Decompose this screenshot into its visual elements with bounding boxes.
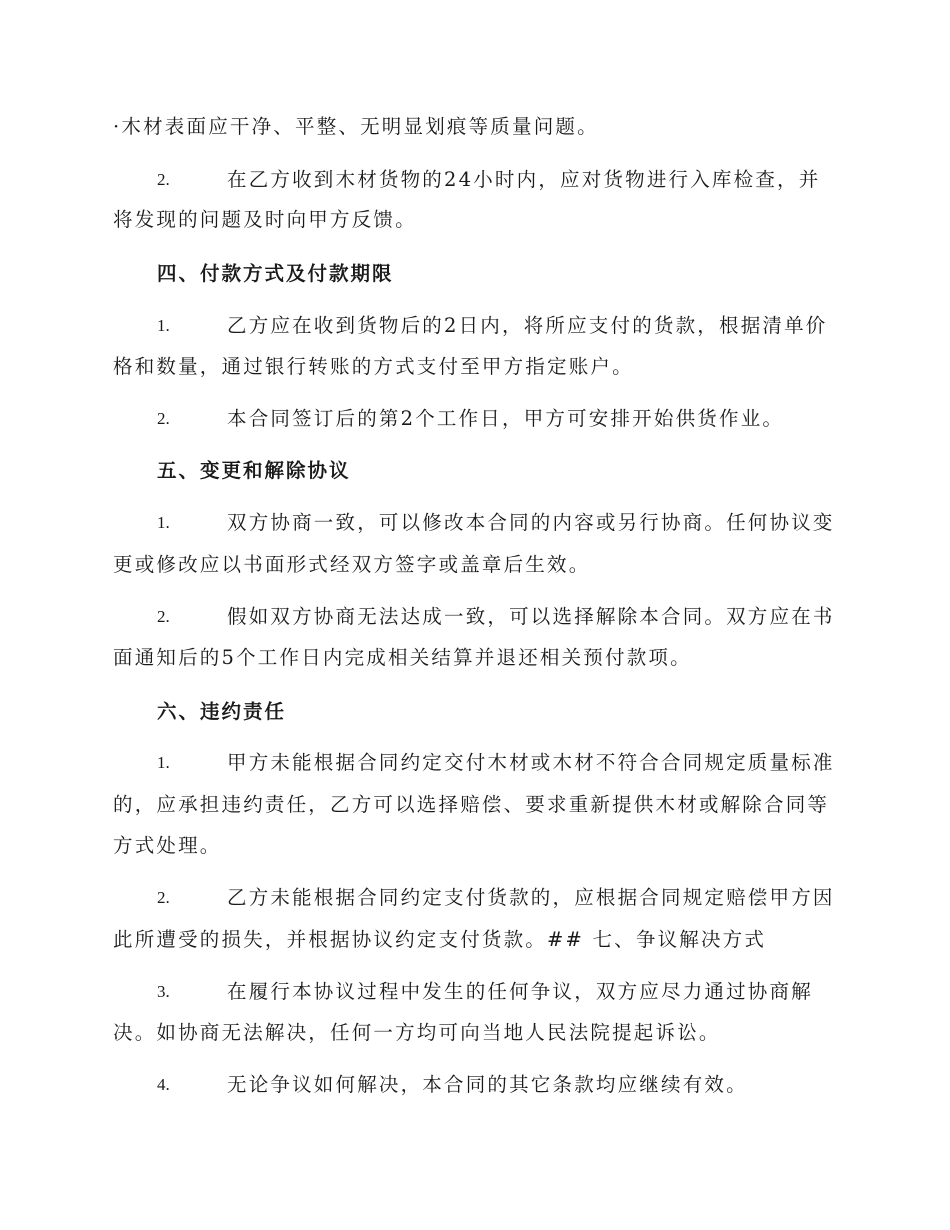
- item-number: 1.: [157, 316, 170, 335]
- item-text-line: 乙方未能根据合同约定支付货款的，应根据合同规定赔偿甲方因: [227, 886, 835, 909]
- item-number: 2.: [157, 409, 170, 428]
- item-text-line: 乙方应在收到货物后的2日内，将所应支付的货款，根据清单价: [227, 314, 828, 337]
- item-text-continuation: 将发现的问题及时向甲方反馈。: [113, 208, 417, 231]
- item-text-line: 甲方未能根据合同约定交付木材或木材不符合合同规定质量标准: [227, 751, 835, 774]
- item-number: 4.: [157, 1075, 170, 1094]
- item-text-continuation: 决。如协商无法解决，任何一方均可向当地人民法院提起诉讼。: [113, 1021, 721, 1044]
- item-number: 2.: [157, 607, 170, 626]
- item-text-line: 在履行本协议过程中发生的任何争议，双方应尽力通过协商解: [227, 980, 813, 1003]
- item-number: 3.: [157, 982, 170, 1001]
- item-text-continuation: 面通知后的5个工作日内完成相关结算并退还相关预付款项。: [113, 646, 692, 669]
- item-text-continuation: 更或修改应以书面形式经双方签字或盖章后生效。: [113, 553, 591, 576]
- section-heading: 四、付款方式及付款期限: [157, 262, 394, 285]
- item-text-line: 无论争议如何解决，本合同的其它条款均应继续有效。: [227, 1073, 748, 1096]
- item-text-line: 假如双方协商无法达成一致，可以选择解除本合同。双方应在书: [227, 605, 835, 628]
- item-text-continuation: 此所遭受的损失，并根据协议约定支付货款。## 七、争议解决方式: [113, 928, 767, 951]
- item-text-continuation: 的，应承担违约责任，乙方可以选择赔偿、要求重新提供木材或解除合同等: [113, 793, 830, 816]
- item-text-line: 本合同签订后的第2个工作日，甲方可安排开始供货作业。: [227, 407, 785, 430]
- item-text-continuation: 格和数量，通过银行转账的方式支付至甲方指定账户。: [113, 355, 634, 378]
- bullet-paragraph: ·木材表面应干净、平整、无明显划痕等质量问题。: [113, 115, 599, 138]
- item-text-continuation: 方式处理。: [113, 834, 222, 857]
- item-number: 2.: [157, 888, 170, 907]
- item-number: 1.: [157, 513, 170, 532]
- item-number: 2.: [157, 170, 170, 189]
- item-text-line: 双方协商一致，可以修改本合同的内容或另行协商。任何协议变: [227, 511, 835, 534]
- item-text-line: 在乙方收到木材货物的24小时内，应对货物进行入库检查，并: [227, 168, 821, 191]
- item-number: 1.: [157, 753, 170, 772]
- section-heading: 五、变更和解除协议: [157, 459, 351, 482]
- section-heading: 六、违约责任: [157, 700, 287, 723]
